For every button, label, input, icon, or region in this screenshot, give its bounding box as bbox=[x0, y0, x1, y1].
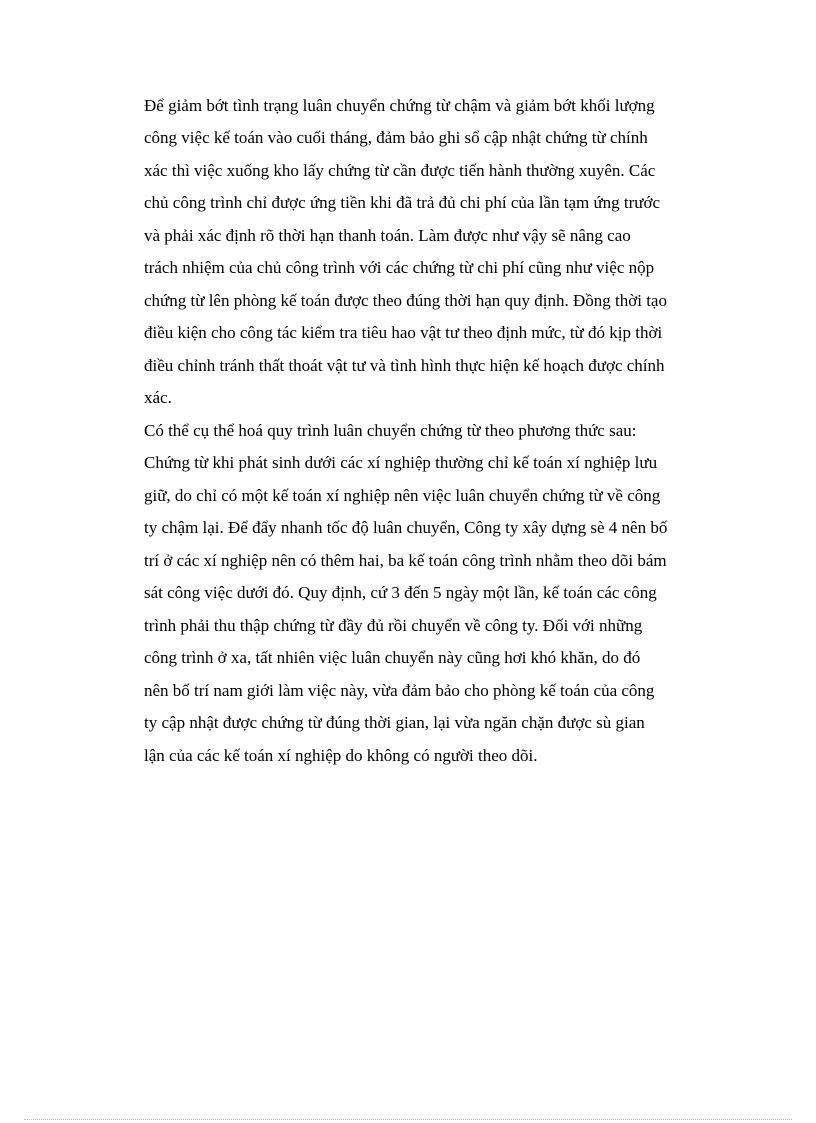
text-line: chứng từ lên phòng kế toán được theo đúng thời hạn quy định. Đồng thời tạo bbox=[144, 291, 667, 310]
text-line: lận của các kế toán xí nghiệp do không có người theo dõi. bbox=[144, 746, 538, 765]
text-line: Chứng từ khi phát sinh dưới các xí nghiệp thường chỉ kế toán xí nghiệp lưu bbox=[144, 453, 658, 472]
text-line: và phải xác định rõ thời hạn thanh toán. Làm được như vậy sẽ nâng cao bbox=[144, 226, 631, 245]
text-line: trách nhiệm của chủ công trình với các chứng từ chi phí cũng như việc nộp bbox=[144, 258, 655, 277]
text-line: Để giảm bớt tình trạng luân chuyển chứng từ chậm và giảm bớt khối lượng bbox=[144, 96, 655, 115]
text-line: trình phải thu thập chứng từ đầy đủ rồi chuyển về công ty. Đối với những bbox=[144, 616, 643, 635]
text-line: nên bố trí nam giới làm việc này, vừa đảm bảo cho phòng kế toán của công bbox=[144, 681, 655, 700]
text-line: xác. bbox=[144, 388, 172, 407]
text-line: trí ở các xí nghiệp nên có thêm hai, ba kế toán công trình nhằm theo dõi bám bbox=[144, 551, 667, 570]
text-line: sát công việc dưới đó. Quy định, cứ 3 đến 5 ngày một lần, kế toán các công bbox=[144, 583, 657, 602]
text-line: điều chỉnh tránh thất thoát vật tư và tình hình thực hiện kế hoạch được chính bbox=[144, 356, 665, 375]
text-line: chủ công trình chỉ được ứng tiền khi đã trả đủ chi phí của lần tạm ứng trước bbox=[144, 193, 661, 212]
text-line: giữ, do chỉ có một kế toán xí nghiệp nên việc luân chuyển chứng từ về công bbox=[144, 486, 661, 505]
text-line: công việc kế toán vào cuối tháng, đảm bảo ghi sổ cập nhật chứng từ chính bbox=[144, 128, 648, 147]
page-bottom-divider bbox=[24, 1119, 792, 1120]
text-line: công trình ở xa, tất nhiên việc luân chuyển này cũng hơi khó khăn, do đó bbox=[144, 648, 641, 667]
text-line: ty cập nhật được chứng từ đúng thời gian, lại vừa ngăn chặn được sù gian bbox=[144, 713, 645, 732]
text-line: xác thì việc xuống kho lấy chứng từ cần được tiến hành thường xuyên. Các bbox=[144, 161, 656, 180]
text-line: điều kiện cho công tác kiểm tra tiêu hao vật tư theo định mức, từ đó kịp thời bbox=[144, 323, 663, 342]
text-line: ty chậm lại. Để đẩy nhanh tốc độ luân chuyển, Công ty xây dựng sè 4 nên bố bbox=[144, 518, 668, 537]
text-line: Có thể cụ thể hoá quy trình luân chuyển chứng từ theo phương thức sau: bbox=[144, 421, 637, 440]
